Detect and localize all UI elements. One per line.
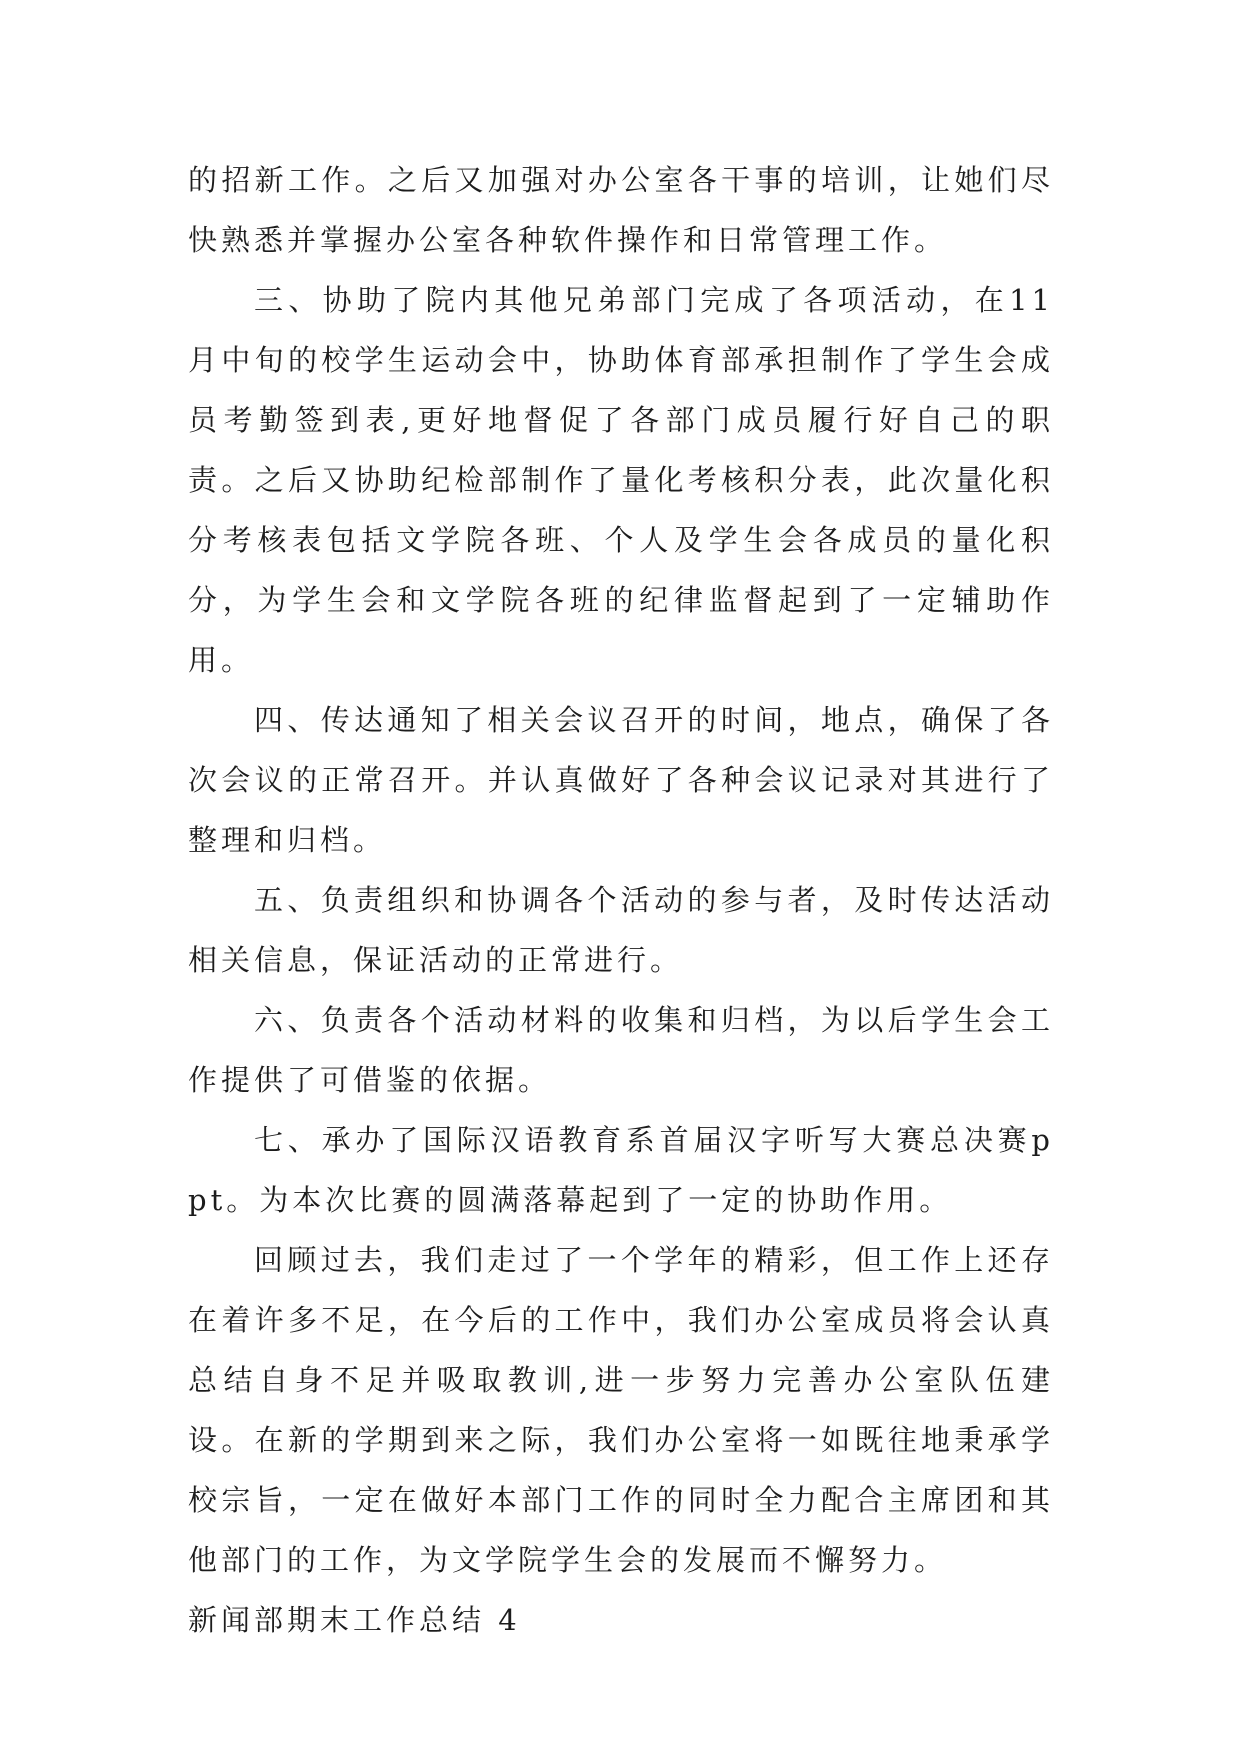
paragraph-item-six: 六、负责各个活动材料的收集和归档，为以后学生会工作提供了可借鉴的依据。	[188, 1003, 1054, 1097]
paragraph-review-summary: 回顾过去，我们走过了一个学年的精彩，但工作上还存在着许多不足，在今后的工作中，我们办公室成员将会认真总结自身不足并吸取教训,进一步努力完善办公室队伍建设。在新的学期到来之际，我们办公室将一如既往地秉承学校宗旨，一定在做好本部门工作的同时全力配合主席团和其他部门的工作，为文学院学生会的发展而不懈努力。	[188, 1243, 1054, 1577]
section-heading: 新闻部期末工作总结 4	[188, 1603, 521, 1637]
paragraph-item-seven: 七、承办了国际汉语教育系首届汉字听写大赛总决赛ppt。为本次比赛的圆满落幕起到了一定的协助作用。	[188, 1123, 1054, 1217]
paragraph-item-four: 四、传达通知了相关会议召开的时间，地点，确保了各次会议的正常召开。并认真做好了各种会议记录对其进行了整理和归档。	[188, 703, 1054, 857]
document-body	[188, 150, 1054, 1650]
paragraph-item-five: 五、负责组织和协调各个活动的参与者，及时传达活动相关信息，保证活动的正常进行。	[188, 883, 1054, 977]
paragraph-item-three: 三、协助了院内其他兄弟部门完成了各项活动，在11月中旬的校学生运动会中，协助体育部承担制作了学生会成员考勤签到表,更好地督促了各部门成员履行好自己的职责。之后又协助纪检部制作了量化考核积分表，此次量化积分考核表包括文学院各班、个人及学生会各成员的量化积分，为学生会和文学院各班的纪律监督起到了一定辅助作用。	[188, 283, 1054, 677]
paragraph-continued-recruitment: 的招新工作。之后又加强对办公室各干事的培训，让她们尽快熟悉并掌握办公室各种软件操作和日常管理工作。	[188, 163, 1054, 257]
